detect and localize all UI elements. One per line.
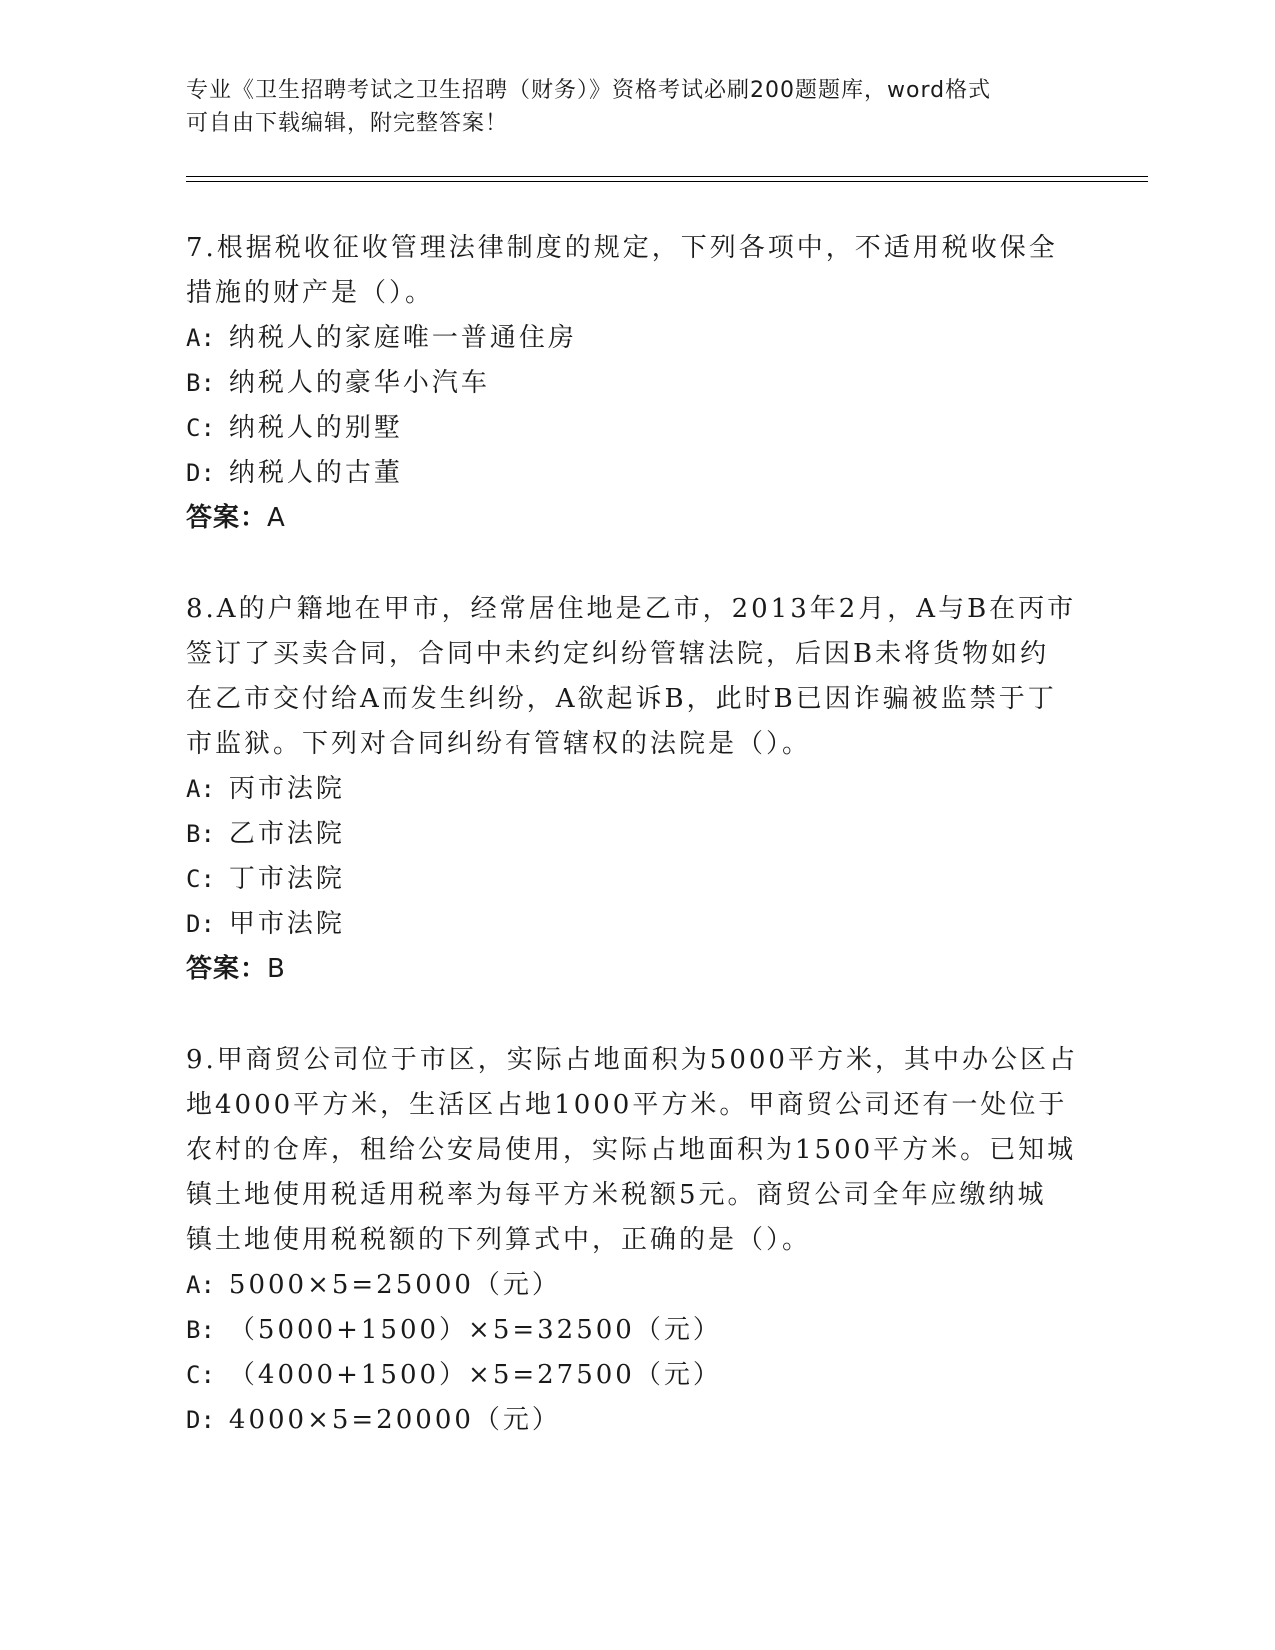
option-key: B: [186, 369, 215, 397]
option-key: B: [186, 820, 215, 848]
question-9 [186, 1038, 1086, 1443]
option-text: 5000×5=25000（元） [228, 1270, 561, 1300]
option-text: 纳税人的豪华小汽车 [228, 368, 490, 398]
answer-label: 答案： [186, 954, 268, 984]
option-c [186, 406, 1086, 451]
option-text: 丁市法院 [228, 864, 345, 894]
option-text: 4000×5=20000（元） [228, 1405, 561, 1435]
answer-value: B [267, 954, 286, 984]
question-8 [186, 587, 1086, 992]
question-stem-line: 8.A的户籍地在甲市，经常居住地是乙市，2013年2月，A与B在丙市 [186, 594, 1077, 624]
option-text: 乙市法院 [228, 819, 345, 849]
option-text: （5000+1500）×5=32500（元） [228, 1315, 722, 1345]
document-header [186, 74, 1066, 140]
header-line-2: 可自由下载编辑，附完整答案！ [186, 111, 509, 136]
option-key: C: [186, 865, 215, 893]
option-key: A: [186, 775, 215, 803]
option-c [186, 1353, 1086, 1398]
option-key: C: [186, 414, 215, 442]
answer-line [186, 496, 1086, 541]
question-stem-line: 农村的仓库，租给公安局使用，实际占地面积为1500平方米。已知城 [186, 1135, 1077, 1165]
question-stem-line: 市监狱。下列对合同纠纷有管辖权的法院是（）。 [186, 729, 812, 759]
option-key: D: [186, 459, 215, 487]
option-key: A: [186, 1271, 215, 1299]
option-text: 纳税人的古董 [228, 458, 403, 488]
question-stem-line: 镇土地使用税税额的下列算式中，正确的是（）。 [186, 1225, 812, 1255]
option-d [186, 902, 1086, 947]
header-divider-bottom [186, 181, 1148, 182]
question-7 [186, 226, 1086, 541]
question-stem-line: 镇土地使用税适用税率为每平方米税额5元。商贸公司全年应缴纳城 [186, 1180, 1047, 1210]
option-key: D: [186, 910, 215, 938]
option-text: 纳税人的家庭唯一普通住房 [228, 323, 577, 353]
option-b [186, 812, 1086, 857]
question-stem-line: 地4000平方米，生活区占地1000平方米。甲商贸公司还有一处位于 [186, 1090, 1068, 1120]
question-stem-line: 签订了买卖合同，合同中未约定纠纷管辖法院，后因B未将货物如约 [186, 639, 1050, 669]
option-d [186, 451, 1086, 496]
option-key: A: [186, 324, 215, 352]
option-c [186, 857, 1086, 902]
question-stem-line: 7.根据税收征收管理法律制度的规定，下列各项中，不适用税收保全 [186, 233, 1058, 263]
option-a [186, 316, 1086, 361]
question-stem-line: 9.甲商贸公司位于市区，实际占地面积为5000平方米，其中办公区占 [186, 1045, 1078, 1075]
option-text: 丙市法院 [228, 774, 345, 804]
answer-label: 答案： [186, 503, 268, 533]
question-stem-line: 在乙市交付给A而发生纠纷，A欲起诉B，此时B已因诈骗被监禁于丁 [186, 684, 1057, 714]
header-divider-top [186, 176, 1148, 177]
option-text: 纳税人的别墅 [228, 413, 403, 443]
answer-value: A [267, 503, 286, 533]
header-line-1: 专业《卫生招聘考试之卫生招聘（财务）》资格考试必刷200题题库，word格式 [186, 78, 992, 103]
option-a [186, 1263, 1086, 1308]
option-key: B: [186, 1316, 215, 1344]
option-a [186, 767, 1086, 812]
question-stem-line: 措施的财产是（）。 [186, 278, 435, 308]
option-d [186, 1398, 1086, 1443]
option-text: 甲市法院 [228, 909, 345, 939]
option-key: D: [186, 1406, 215, 1434]
option-b [186, 1308, 1086, 1353]
answer-line [186, 947, 1086, 992]
option-b [186, 361, 1086, 406]
option-text: （4000+1500）×5=27500（元） [228, 1360, 722, 1390]
option-key: C: [186, 1361, 215, 1389]
